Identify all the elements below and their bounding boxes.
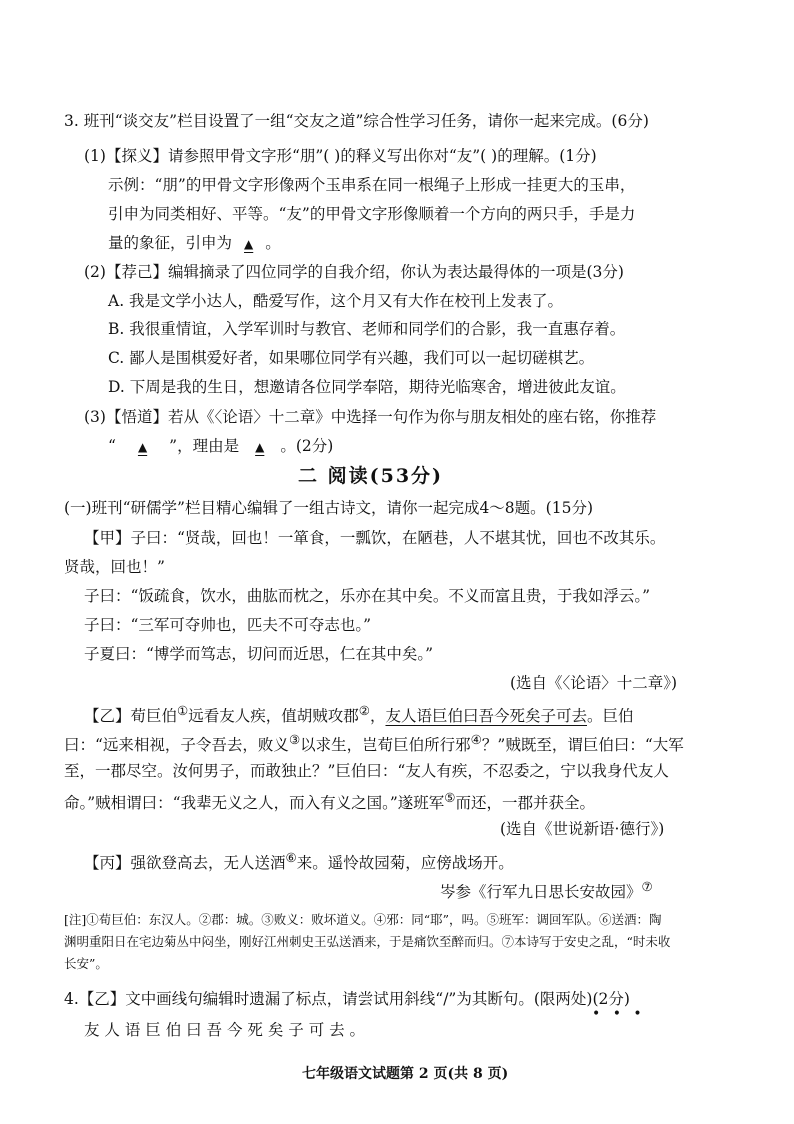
reason-label: ”，理由是 <box>169 437 240 455</box>
option-c: C. 鄙人是围棋爱好者，如果哪位同学有兴趣，我们可以一起切磋棋艺。 <box>108 349 595 367</box>
points-label: 。(2分) <box>280 437 334 455</box>
answer-blank: ▲ <box>137 440 148 454</box>
yi-line3: 至，一郡尽空。汝何男子，而敢独止？”巨伯曰：“友人有疾，不忍委之，宁以我身代友人 <box>64 762 669 780</box>
jia-line4: 子曰：“三军可夺帅也，匹夫不可夺志也。” <box>84 616 372 634</box>
yi-text: 以求生，岂荀巨伯所行邪 <box>300 736 471 755</box>
yi-text: 。巨伯 <box>587 707 634 726</box>
footnote-marker: ① <box>177 703 189 718</box>
yi-text: 曰：“远来相视，子令吾去，败义 <box>64 736 289 755</box>
page-footer: 七年级语文试题第 2 页(共 8 页) <box>302 1066 509 1082</box>
answer-blank: ▲ <box>244 237 254 251</box>
jia-line1: 【甲】子曰：“贤哉，回也！一箪食，一瓢饮，在陋巷，人不堪其忧，回也不改其乐。 <box>84 529 666 547</box>
bing-text: 来。遥怜故园菊，应傍战场开。 <box>296 854 514 873</box>
footnote-marker: ④ <box>470 732 482 747</box>
q3-sub1-line4-post: 。 <box>265 234 281 252</box>
q4-stem: 4.【乙】文中画线句编辑时遗漏了标点，请尝试用斜线“/”为其断句。(限两处)(2分) <box>64 990 630 1008</box>
q3-sub1-line4-pre: 量的象征，引申为 <box>108 234 233 252</box>
yi-source: (选自《世说新语·德行》) <box>500 820 665 838</box>
q4-sentence: 友 人 语 巨 伯 曰 吾 今 死 矣 子 可 去 。 <box>84 1021 366 1039</box>
footnote-marker: ⑦ <box>641 879 653 894</box>
q3-sub1-line2: 示例：“朋”的甲骨文字形像两个玉串系在同一根绳子上形成一挂更大的玉串， <box>108 176 636 194</box>
part1-stem: (一)班刊“研儒学”栏目精心编辑了一组古诗文，请你一起完成4～8题。(15分) <box>64 499 593 517</box>
jia-line5: 子夏曰：“博学而笃志，切问而近思，仁在其中矣。” <box>84 645 434 663</box>
bing-source <box>440 878 653 903</box>
option-a: A. 我是文学小达人，酷爱写作，这个月又有大作在校刊上发表了。 <box>108 292 564 310</box>
yi-text: 命。”贼相谓曰：“我辈无义之人，而入有义之国。”遂班军 <box>64 794 445 813</box>
notes-line1: [注]①荀巨伯：东汉人。②郡：城。③败义：败坏道义。④邪：同“耶”，吗。⑤班军：调回军队。⑥送酒：陶 <box>64 912 662 927</box>
quote-open: “ <box>108 437 116 455</box>
yi-line4 <box>64 789 595 814</box>
yi-text: 【乙】荀巨伯 <box>84 707 178 726</box>
yi-text: ？”贼既至，谓巨伯曰：“大军 <box>481 736 684 755</box>
bing-source-text: 岑参《行军九日思长安故园》 <box>440 883 642 902</box>
footnote-marker: ② <box>358 703 370 718</box>
bing-text: 【丙】强欲登高去，无人送酒 <box>84 854 286 873</box>
q3-sub1-line3: 引申为同类相好、平等。“友”的甲骨文字形像顺着一个方向的两只手，手是力 <box>108 205 636 223</box>
jia-line2: 贤哉，回也！” <box>64 558 165 576</box>
footnote-marker: ⑤ <box>444 790 456 805</box>
footnote-marker: ③ <box>288 732 301 747</box>
q3-stem: 3. 班刊“谈交友”栏目设置了一组“交友之道”综合性学习任务，请你一起来完成。(6分) <box>64 112 649 130</box>
emphasis-dots: • • • <box>592 1006 646 1022</box>
notes-line2: 渊明重阳日在宅边菊丛中闷坐，刚好江州刺史王弘送酒来，于是痛饮至醉而归。⑦本诗写于安史之乱，“时未收 <box>64 934 671 949</box>
option-b: B. 我很重情谊，入学军训时与教官、老师和同学们的合影，我一直惠存着。 <box>108 320 626 338</box>
yi-text: ， <box>369 707 386 726</box>
q3-sub1-line1: (1)【探义】请参照甲骨文字形“朋”( )的释义写出你对“友”( )的理解。(1分) <box>84 147 597 165</box>
option-d: D. 下周是我的生日，想邀请各位同学奉陪，期待光临寒舍，增进彼此友谊。 <box>108 378 626 396</box>
yi-text: 远看友人疾，值胡贼攻郡 <box>188 707 359 726</box>
footnote-marker: ⑥ <box>285 850 297 865</box>
bing-line1 <box>84 849 514 874</box>
q3-sub3-line2 <box>108 435 333 458</box>
jia-line3: 子曰：“饭疏食，饮水，曲肱而枕之，乐亦在其中矣。不义而富且贵，于我如浮云。” <box>84 587 651 605</box>
jia-source: (选自《〈论语〉十二章》) <box>510 674 678 692</box>
yi-text: 而还，一郡并获全。 <box>455 794 596 813</box>
section-heading: 二 阅读(53分) <box>298 465 444 487</box>
q3-sub2-stem: (2)【荐己】编辑摘录了四位同学的自我介绍，你认为表达最得体的一项是(3分) <box>84 263 624 281</box>
answer-blank: ▲ <box>255 440 265 454</box>
yi-line1 <box>84 702 634 727</box>
q3-sub1-line4 <box>108 232 281 255</box>
notes-line3: 长安”。 <box>64 956 108 971</box>
underlined-sentence: 友人语巨伯曰吾今死矣子可去 <box>385 707 587 726</box>
yi-line2 <box>64 731 684 756</box>
q3-sub3-line1: (3)【悟道】若从《〈论语〉十二章》中选择一句作为你与朋友相处的座右铭，你推荐 <box>84 408 657 426</box>
